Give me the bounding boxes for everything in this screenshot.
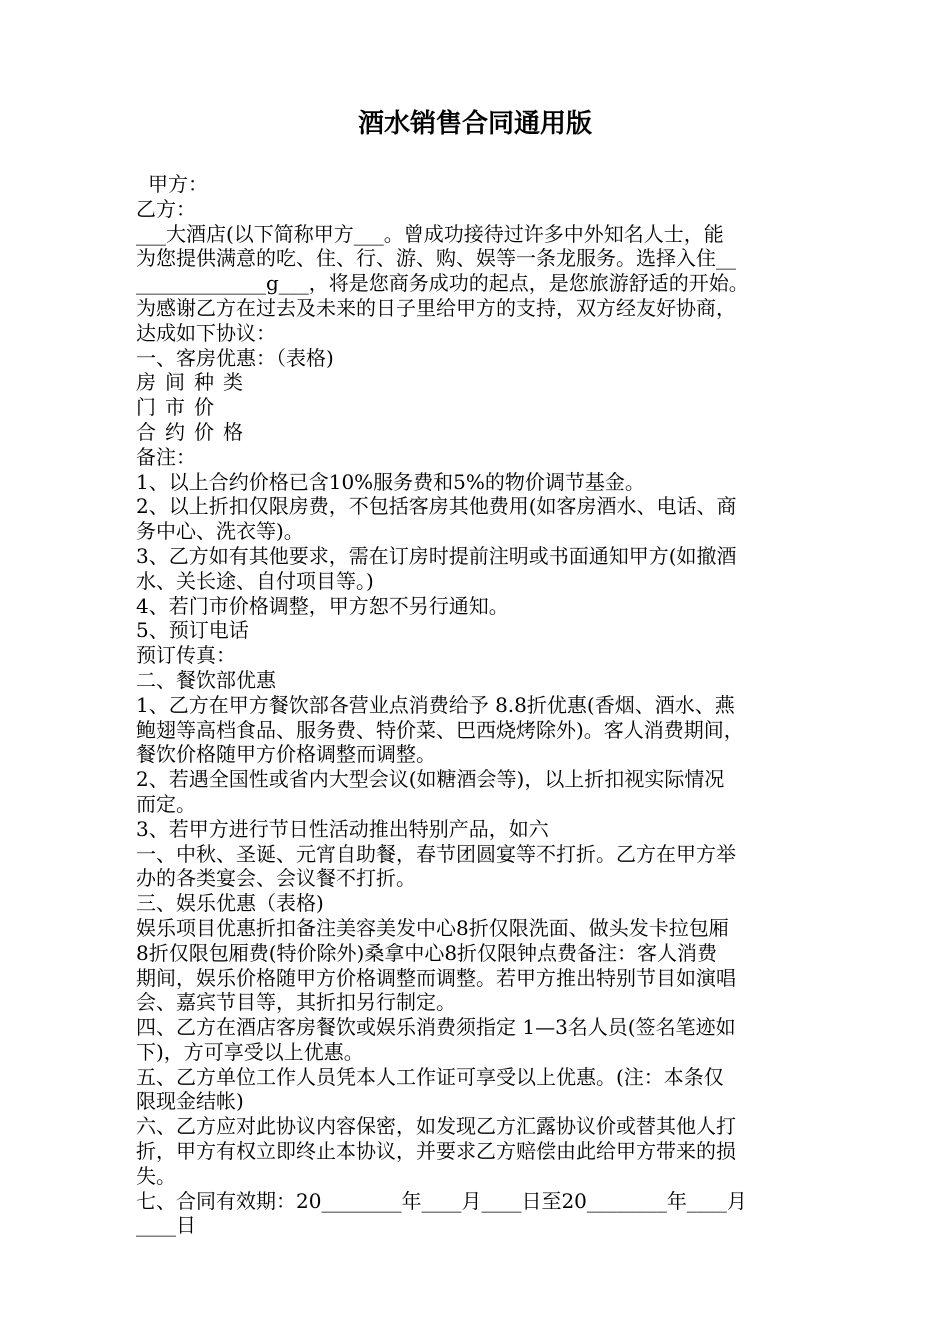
paragraph-line: 为您提供满意的吃、住、行、游、购、娱等一条龙服务。选择入住__ [136, 246, 736, 271]
table-label-rack-rate: 门市价 [136, 395, 223, 420]
clause-six: 失。 [136, 1163, 176, 1188]
paragraph-line: 2、若遇全国性或省内大型会议(如糖酒会等)，以上折扣视实际情况 [136, 767, 725, 792]
section-heading-entertainment: 三、娱乐优惠（表格) [136, 891, 324, 916]
paragraph-line: 1、乙方在甲方餐饮部各营业点消费给予 8.8折优惠(香烟、酒水、燕 [136, 692, 735, 717]
clause-six: 六、乙方应对此协议内容保密，如发现乙方汇露协议价或替其他人打 [136, 1114, 736, 1139]
booking-phone: 5、预订电话 [136, 618, 249, 643]
clause-four: 四、乙方在酒店客房餐饮或娱乐消费须指定 1—3名人员(签名笔迹如 [136, 1015, 736, 1040]
note-item: 3、乙方如有其他要求，需在订房时提前注明或书面通知甲方(如撤酒 [136, 543, 737, 568]
note-item: 务中心、洗衣等)。 [136, 519, 304, 544]
paragraph-line: 为感谢乙方在过去及未来的日子里给甲方的支持，双方经友好协商， [136, 295, 736, 320]
party-b-line: 乙方： [136, 196, 196, 221]
paragraph-line: 餐饮价格随甲方价格调整而调整。 [136, 742, 436, 767]
paragraph-line: 8折仅限包厢费(特价除外)桑拿中心8折仅限钟点费备注：客人消费 [136, 940, 718, 965]
table-label-room-type: 房间种类 [136, 370, 252, 395]
paragraph-line: 达成如下协议： [136, 320, 276, 345]
paragraph-line: 会、嘉宾节目等，其折扣另行制定。 [136, 990, 456, 1015]
clause-seven-validity: ____日 [136, 1213, 196, 1238]
note-item: 水、关长途、自付项目等。) [136, 568, 374, 593]
paragraph-line: 娱乐项目优惠折扣备注美容美发中心8折仅限洗面、做头发卡拉包厢 [136, 915, 729, 940]
paragraph-line: 鲍翅等高档食品、服务费、特价菜、巴西烧烤除外)。客人消费期间， [136, 717, 744, 742]
clause-four: 下)，方可享受以上优惠。 [136, 1039, 364, 1064]
paragraph-line: 一、中秋、圣诞、元宵自助餐，春节团圆宴等不打折。乙方在甲方举 [136, 841, 736, 866]
party-a-line: 甲方： [148, 172, 208, 196]
document-title: 酒水销售合同通用版 [357, 109, 592, 139]
paragraph-line: 而定。 [136, 791, 196, 816]
paragraph-line: _____________g___，将是您商务成功的起点，是您旅游舒适的开始。 [136, 271, 749, 296]
document-body [136, 172, 820, 1238]
paragraph-line: ___大酒店(以下简称甲方___。曾成功接待过许多中外知名人士，能 [136, 221, 724, 246]
note-item: 4、若门市价格调整，甲方恕不另行通知。 [136, 593, 509, 618]
clause-seven-validity: 七、合同有效期：20________年____月____日至20________年____月 [136, 1188, 747, 1213]
section-heading-rooms: 一、客房优惠：（表格) [136, 345, 334, 370]
clause-five: 五、乙方单位工作人员凭本人工作证可享受以上优惠。(注：本条仅 [136, 1064, 724, 1089]
clause-six: 折，甲方有权立即终止本协议，并要求乙方赔偿由此给甲方带来的损 [136, 1139, 736, 1164]
note-item: 1、以上合约价格已含10%服务费和5%的物价调节基金。 [136, 469, 645, 494]
paragraph-line: 办的各类宴会、会议餐不打折。 [136, 866, 416, 891]
paragraph-line: 3、若甲方进行节日性活动推出特别产品，如六 [136, 816, 549, 841]
table-label-contract-price: 合约价格 [136, 419, 252, 444]
note-item: 2、以上折扣仅限房费，不包括客房其他费用(如客房酒水、电话、商 [136, 494, 737, 519]
notes-heading: 备注： [136, 444, 196, 469]
clause-five: 限现金结帐) [136, 1089, 244, 1114]
booking-fax: 预订传真： [136, 643, 236, 668]
section-heading-dining: 二、餐饮部优惠 [136, 667, 276, 692]
paragraph-line: 期间，娱乐价格随甲方价格调整而调整。若甲方推出特别节目如演唱 [136, 965, 736, 990]
